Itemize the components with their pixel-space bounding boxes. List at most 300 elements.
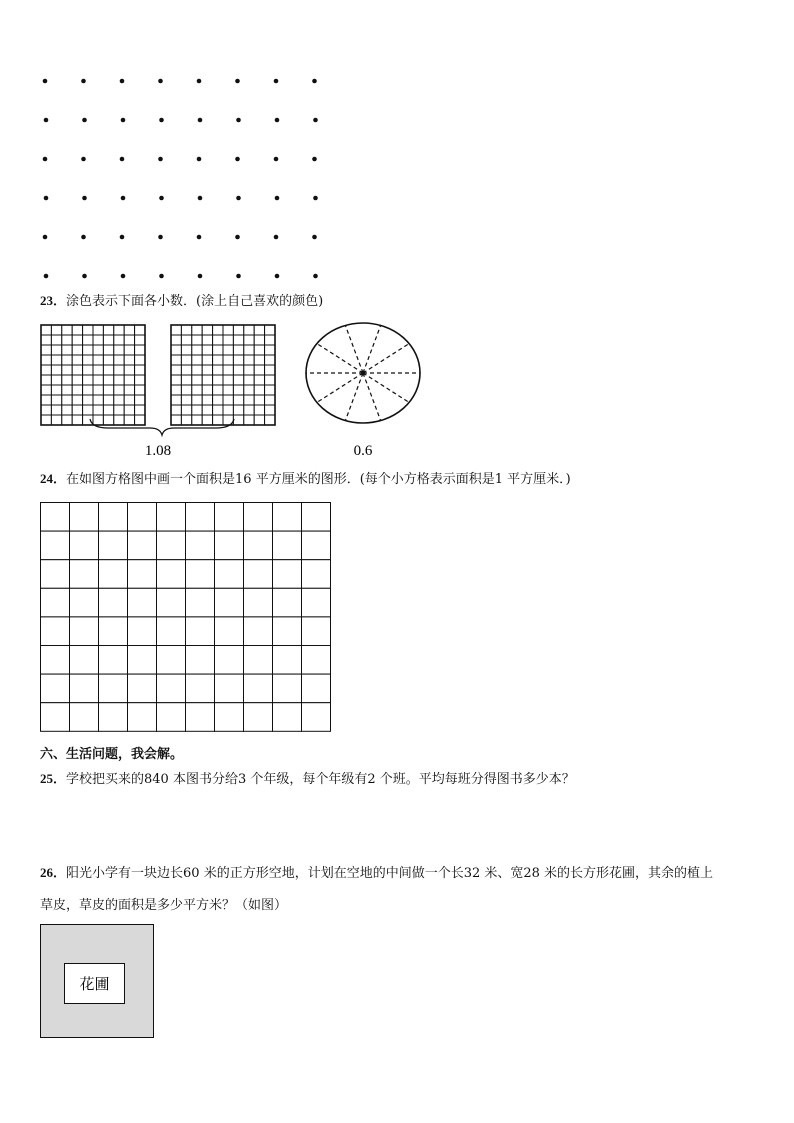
grid-cell[interactable] <box>72 395 82 405</box>
grid-square[interactable] <box>70 674 99 703</box>
grid-cell[interactable] <box>213 415 223 425</box>
grid-cell[interactable] <box>62 355 72 365</box>
grid-square[interactable] <box>302 560 331 589</box>
grid-cell[interactable] <box>223 395 233 405</box>
grid-cell[interactable] <box>213 385 223 395</box>
grid-cell[interactable] <box>202 385 212 395</box>
question-number: 25． <box>40 771 67 786</box>
grid-square[interactable] <box>186 560 215 589</box>
grid-square[interactable] <box>215 503 244 532</box>
grid-square[interactable] <box>70 646 99 675</box>
grid-cell[interactable] <box>135 325 145 335</box>
grid-cell[interactable] <box>103 405 113 415</box>
grid-cell[interactable] <box>233 345 243 355</box>
grid-cell[interactable] <box>93 415 103 425</box>
grid-cell[interactable] <box>72 365 82 375</box>
grid-square[interactable] <box>244 617 273 646</box>
grid-cell[interactable] <box>244 325 254 335</box>
grid-square[interactable] <box>99 703 128 732</box>
grid-cell[interactable] <box>41 395 51 405</box>
grid-square[interactable] <box>157 503 186 532</box>
grid-cell[interactable] <box>202 355 212 365</box>
grid-cell[interactable] <box>202 335 212 345</box>
grid-cell[interactable] <box>83 325 93 335</box>
grid-cell[interactable] <box>244 405 254 415</box>
grid-cell[interactable] <box>265 385 275 395</box>
grid-square[interactable] <box>244 588 273 617</box>
grid-cell[interactable] <box>62 335 72 345</box>
grid-cell[interactable] <box>254 375 264 385</box>
grid-cell[interactable] <box>135 345 145 355</box>
grid-cell[interactable] <box>192 345 202 355</box>
grid-cell[interactable] <box>103 365 113 375</box>
grid-cell[interactable] <box>62 395 72 405</box>
grid-cell[interactable] <box>192 385 202 395</box>
grid-cell[interactable] <box>72 325 82 335</box>
grid-cell[interactable] <box>233 385 243 395</box>
grid-square[interactable] <box>128 646 157 675</box>
grid-cell[interactable] <box>93 385 103 395</box>
grid-cell[interactable] <box>51 345 61 355</box>
grid-cell[interactable] <box>171 345 181 355</box>
lattice-dot <box>312 79 317 84</box>
grid-square[interactable] <box>186 588 215 617</box>
grid-square[interactable] <box>186 674 215 703</box>
hundred-grid-2[interactable] <box>171 325 275 425</box>
grid-square[interactable] <box>70 617 99 646</box>
grid-cell[interactable] <box>83 395 93 405</box>
grid-cell[interactable] <box>135 405 145 415</box>
grid-cell[interactable] <box>72 415 82 425</box>
grid-square[interactable] <box>128 588 157 617</box>
grid-cell[interactable] <box>233 405 243 415</box>
grid-square[interactable] <box>128 617 157 646</box>
grid-square[interactable] <box>41 503 70 532</box>
grid-cell[interactable] <box>213 345 223 355</box>
grid-cell[interactable] <box>114 325 124 335</box>
grid-cell[interactable] <box>135 355 145 365</box>
dot-lattice <box>0 0 794 300</box>
grid-cell[interactable] <box>192 405 202 415</box>
question-25 <box>40 768 575 787</box>
grid-cell[interactable] <box>244 395 254 405</box>
grid-square[interactable] <box>244 531 273 560</box>
grid-square[interactable] <box>244 503 273 532</box>
grid-cell[interactable] <box>114 365 124 375</box>
grid-cell[interactable] <box>171 415 181 425</box>
lattice-dot <box>198 118 203 123</box>
grid-cell[interactable] <box>72 375 82 385</box>
grid-cell[interactable] <box>233 375 243 385</box>
grid-square[interactable] <box>273 531 302 560</box>
grid-cell[interactable] <box>244 385 254 395</box>
grid-square[interactable] <box>70 560 99 589</box>
grid-square[interactable] <box>157 703 186 732</box>
grid-cell[interactable] <box>41 375 51 385</box>
grid-cell[interactable] <box>233 335 243 345</box>
grid-square[interactable] <box>273 674 302 703</box>
grid-cell[interactable] <box>265 355 275 365</box>
grid-square[interactable] <box>99 560 128 589</box>
grid-cell[interactable] <box>254 355 264 365</box>
grid-cell[interactable] <box>223 345 233 355</box>
grid-cell[interactable] <box>51 385 61 395</box>
grid-cell[interactable] <box>265 405 275 415</box>
grid-cell[interactable] <box>171 365 181 375</box>
grid-cell[interactable] <box>192 335 202 345</box>
grid-square[interactable] <box>302 703 331 732</box>
grid-square[interactable] <box>99 646 128 675</box>
grid-cell[interactable] <box>244 345 254 355</box>
grid-cell[interactable] <box>171 395 181 405</box>
grid-square[interactable] <box>302 674 331 703</box>
grid-cell[interactable] <box>223 385 233 395</box>
grid-square[interactable] <box>186 646 215 675</box>
grid-cell[interactable] <box>124 385 134 395</box>
grid-cell[interactable] <box>114 345 124 355</box>
grid-cell[interactable] <box>233 415 243 425</box>
grid-cell[interactable] <box>265 415 275 425</box>
grid-cell[interactable] <box>223 405 233 415</box>
grid-cell[interactable] <box>233 365 243 375</box>
grid-cell[interactable] <box>213 375 223 385</box>
grid-square[interactable] <box>99 503 128 532</box>
grid-cell[interactable] <box>41 355 51 365</box>
grid-cell[interactable] <box>51 395 61 405</box>
grid-cell[interactable] <box>93 355 103 365</box>
grid-cell[interactable] <box>72 405 82 415</box>
grid-square[interactable] <box>128 703 157 732</box>
lattice-dot <box>275 196 280 201</box>
hundred-grid-1[interactable] <box>41 325 145 425</box>
grid-cell[interactable] <box>114 405 124 415</box>
grid-cell[interactable] <box>51 325 61 335</box>
lattice-dot <box>313 196 318 201</box>
grid-cell[interactable] <box>83 375 93 385</box>
grid-cell[interactable] <box>114 375 124 385</box>
grid-cell[interactable] <box>265 375 275 385</box>
grid-cell[interactable] <box>254 335 264 345</box>
grid-square[interactable] <box>244 560 273 589</box>
grid-cell[interactable] <box>72 345 82 355</box>
grid-cell[interactable] <box>181 335 191 345</box>
grid-cell[interactable] <box>51 335 61 345</box>
grid-square[interactable] <box>41 617 70 646</box>
grid-square[interactable] <box>302 503 331 532</box>
grid-square[interactable] <box>273 588 302 617</box>
grid-cell[interactable] <box>202 365 212 375</box>
grid-cell[interactable] <box>171 325 181 335</box>
grid-square[interactable] <box>70 703 99 732</box>
grid-cell[interactable] <box>83 355 93 365</box>
grid-cell[interactable] <box>254 385 264 395</box>
grid-cell[interactable] <box>93 395 103 405</box>
grid-cell[interactable] <box>244 365 254 375</box>
lattice-dot <box>235 235 240 240</box>
grid-cell[interactable] <box>51 355 61 365</box>
grid-square[interactable] <box>302 588 331 617</box>
grid-cell[interactable] <box>171 385 181 395</box>
grid-cell[interactable] <box>213 335 223 345</box>
grid-cell[interactable] <box>192 365 202 375</box>
grid-cell[interactable] <box>265 365 275 375</box>
grid-cell[interactable] <box>93 375 103 385</box>
grid-cell[interactable] <box>202 405 212 415</box>
grid-cell[interactable] <box>41 335 51 345</box>
grid-square[interactable] <box>186 503 215 532</box>
lattice-dot <box>121 196 126 201</box>
sector-circle[interactable] <box>306 323 420 423</box>
grid-cell[interactable] <box>202 345 212 355</box>
grid-cell[interactable] <box>62 365 72 375</box>
grid-cell[interactable] <box>223 355 233 365</box>
grid-cell[interactable] <box>83 385 93 395</box>
grid-square[interactable] <box>70 531 99 560</box>
grid-cell[interactable] <box>103 385 113 395</box>
grid-cell[interactable] <box>181 385 191 395</box>
grid-cell[interactable] <box>202 375 212 385</box>
grid-cell[interactable] <box>135 385 145 395</box>
grid-cell[interactable] <box>124 375 134 385</box>
grid-cell[interactable] <box>51 405 61 415</box>
grid-square[interactable] <box>302 617 331 646</box>
grid-square[interactable] <box>128 560 157 589</box>
grid-cell[interactable] <box>181 375 191 385</box>
grid-cell[interactable] <box>114 355 124 365</box>
grid-cell[interactable] <box>244 415 254 425</box>
grid-square[interactable] <box>244 674 273 703</box>
grid-cell[interactable] <box>135 395 145 405</box>
grid-cell[interactable] <box>202 325 212 335</box>
grid-cell[interactable] <box>72 335 82 345</box>
grid-cell[interactable] <box>171 335 181 345</box>
grid-cell[interactable] <box>83 405 93 415</box>
grid-cell[interactable] <box>202 395 212 405</box>
grid-cell[interactable] <box>93 335 103 345</box>
grid-cell[interactable] <box>114 415 124 425</box>
grid-cell[interactable] <box>41 325 51 335</box>
grid-cell[interactable] <box>62 375 72 385</box>
grid-square[interactable] <box>41 531 70 560</box>
grid-cell[interactable] <box>51 365 61 375</box>
grid-square[interactable] <box>273 560 302 589</box>
grid-square[interactable] <box>41 646 70 675</box>
grid-square[interactable] <box>128 503 157 532</box>
circle-center <box>361 371 366 376</box>
grid-cell[interactable] <box>265 395 275 405</box>
grid-square[interactable] <box>215 703 244 732</box>
grid-cell[interactable] <box>202 415 212 425</box>
grid-square[interactable] <box>70 588 99 617</box>
grid-square[interactable] <box>273 503 302 532</box>
grid-cell[interactable] <box>103 415 113 425</box>
grid-cell[interactable] <box>265 335 275 345</box>
grid-cell[interactable] <box>181 405 191 415</box>
grid-cell[interactable] <box>254 415 264 425</box>
grid-cell[interactable] <box>124 365 134 375</box>
grid-cell[interactable] <box>254 405 264 415</box>
grid-square[interactable] <box>302 531 331 560</box>
grid-cell[interactable] <box>254 365 264 375</box>
grid-cell[interactable] <box>93 345 103 355</box>
grid-square[interactable] <box>215 674 244 703</box>
grid-cell[interactable] <box>223 335 233 345</box>
grid-square[interactable] <box>157 531 186 560</box>
grid-square[interactable] <box>99 588 128 617</box>
grid-cell[interactable] <box>124 355 134 365</box>
grid-cell[interactable] <box>83 415 93 425</box>
grid-square[interactable] <box>244 703 273 732</box>
grid-cell[interactable] <box>192 375 202 385</box>
grid-cell[interactable] <box>213 365 223 375</box>
grid-cell[interactable] <box>93 325 103 335</box>
lattice-dot <box>120 235 125 240</box>
grid-square[interactable] <box>157 674 186 703</box>
grid-square[interactable] <box>215 617 244 646</box>
grid-cell[interactable] <box>62 325 72 335</box>
grid-cell[interactable] <box>135 365 145 375</box>
grid-cell[interactable] <box>135 415 145 425</box>
grid-cell[interactable] <box>233 395 243 405</box>
grid-cell[interactable] <box>72 355 82 365</box>
grid-cell[interactable] <box>83 365 93 375</box>
square-grid[interactable] <box>0 495 400 740</box>
grid-cell[interactable] <box>93 365 103 375</box>
grid-cell[interactable] <box>114 395 124 405</box>
grid-cell[interactable] <box>233 325 243 335</box>
question-26-line-2: 草皮，草皮的面积是多少平方米？（如图） <box>40 898 288 913</box>
grid-square[interactable] <box>41 560 70 589</box>
grid-cell[interactable] <box>83 335 93 345</box>
grid-cell[interactable] <box>41 385 51 395</box>
grid-cell[interactable] <box>254 325 264 335</box>
grid-square[interactable] <box>157 617 186 646</box>
grid-square[interactable] <box>128 531 157 560</box>
grid-cell[interactable] <box>51 375 61 385</box>
grid-square[interactable] <box>99 674 128 703</box>
grid-square[interactable] <box>273 646 302 675</box>
grid-cell[interactable] <box>114 335 124 345</box>
grid-cell[interactable] <box>41 415 51 425</box>
grid-square[interactable] <box>273 617 302 646</box>
grid-cell[interactable] <box>62 415 72 425</box>
grid-square[interactable] <box>128 674 157 703</box>
grid-square[interactable] <box>99 617 128 646</box>
grid-cell[interactable] <box>192 415 202 425</box>
lattice-dot <box>120 157 125 162</box>
grid-cell[interactable] <box>181 325 191 335</box>
grid-cell[interactable] <box>103 345 113 355</box>
grid-cell[interactable] <box>135 375 145 385</box>
grid-cell[interactable] <box>114 385 124 395</box>
grid-cell[interactable] <box>181 355 191 365</box>
grid-cell[interactable] <box>181 365 191 375</box>
grid-cell[interactable] <box>171 375 181 385</box>
grid-cell[interactable] <box>124 395 134 405</box>
grid-cell[interactable] <box>62 405 72 415</box>
grid-cell[interactable] <box>192 325 202 335</box>
grid-cell[interactable] <box>72 385 82 395</box>
grid-square[interactable] <box>273 703 302 732</box>
grid-cell[interactable] <box>265 345 275 355</box>
grid-cell[interactable] <box>192 355 202 365</box>
grid-square[interactable] <box>70 503 99 532</box>
grid-cell[interactable] <box>103 375 113 385</box>
grid-cell[interactable] <box>124 415 134 425</box>
grid-cell[interactable] <box>244 375 254 385</box>
grid-cell[interactable] <box>213 395 223 405</box>
grid-cell[interactable] <box>103 335 113 345</box>
grid-cell[interactable] <box>254 345 264 355</box>
grid-cell[interactable] <box>181 395 191 405</box>
grid-cell[interactable] <box>171 355 181 365</box>
grid-square[interactable] <box>215 531 244 560</box>
grid-square[interactable] <box>186 531 215 560</box>
grid-cell[interactable] <box>124 325 134 335</box>
grid-cell[interactable] <box>192 395 202 405</box>
grid-square[interactable] <box>157 560 186 589</box>
grid-cell[interactable] <box>213 405 223 415</box>
grid-cell[interactable] <box>254 395 264 405</box>
grid-cell[interactable] <box>103 325 113 335</box>
grid-square[interactable] <box>99 531 128 560</box>
grid-cell[interactable] <box>41 345 51 355</box>
grid-square[interactable] <box>302 646 331 675</box>
grid-square[interactable] <box>215 560 244 589</box>
grid-cell[interactable] <box>135 335 145 345</box>
grid-cell[interactable] <box>124 345 134 355</box>
grid-cell[interactable] <box>103 355 113 365</box>
grid-cell[interactable] <box>244 335 254 345</box>
grid-cell[interactable] <box>83 345 93 355</box>
grid-square[interactable] <box>157 646 186 675</box>
grid-square[interactable] <box>215 646 244 675</box>
grid-square[interactable] <box>41 674 70 703</box>
lattice-dot <box>312 235 317 240</box>
grid-cell[interactable] <box>41 365 51 375</box>
grid-cell[interactable] <box>181 415 191 425</box>
grid-cell[interactable] <box>223 375 233 385</box>
grid-cell[interactable] <box>62 345 72 355</box>
grid-cell[interactable] <box>223 325 233 335</box>
grid-cell[interactable] <box>41 405 51 415</box>
grid-cell[interactable] <box>213 325 223 335</box>
grid-square[interactable] <box>244 646 273 675</box>
decimal-label-1: 1.08 <box>144 443 172 459</box>
grid-cell[interactable] <box>103 395 113 405</box>
decimal-figures <box>0 315 794 465</box>
grid-cell[interactable] <box>233 355 243 365</box>
grid-square[interactable] <box>41 703 70 732</box>
grid-cell[interactable] <box>265 325 275 335</box>
lattice-dot <box>81 157 86 162</box>
grid-square[interactable] <box>157 588 186 617</box>
grid-cell[interactable] <box>93 405 103 415</box>
grid-cell[interactable] <box>223 365 233 375</box>
grid-square[interactable] <box>186 617 215 646</box>
grid-cell[interactable] <box>124 335 134 345</box>
grid-square[interactable] <box>186 703 215 732</box>
grid-cell[interactable] <box>51 415 61 425</box>
grid-cell[interactable] <box>171 405 181 415</box>
grid-square[interactable] <box>215 588 244 617</box>
grid-square[interactable] <box>41 588 70 617</box>
grid-cell[interactable] <box>62 385 72 395</box>
grid-cell[interactable] <box>213 355 223 365</box>
grid-cell[interactable] <box>244 355 254 365</box>
grid-cell[interactable] <box>124 405 134 415</box>
grid-cell[interactable] <box>181 345 191 355</box>
